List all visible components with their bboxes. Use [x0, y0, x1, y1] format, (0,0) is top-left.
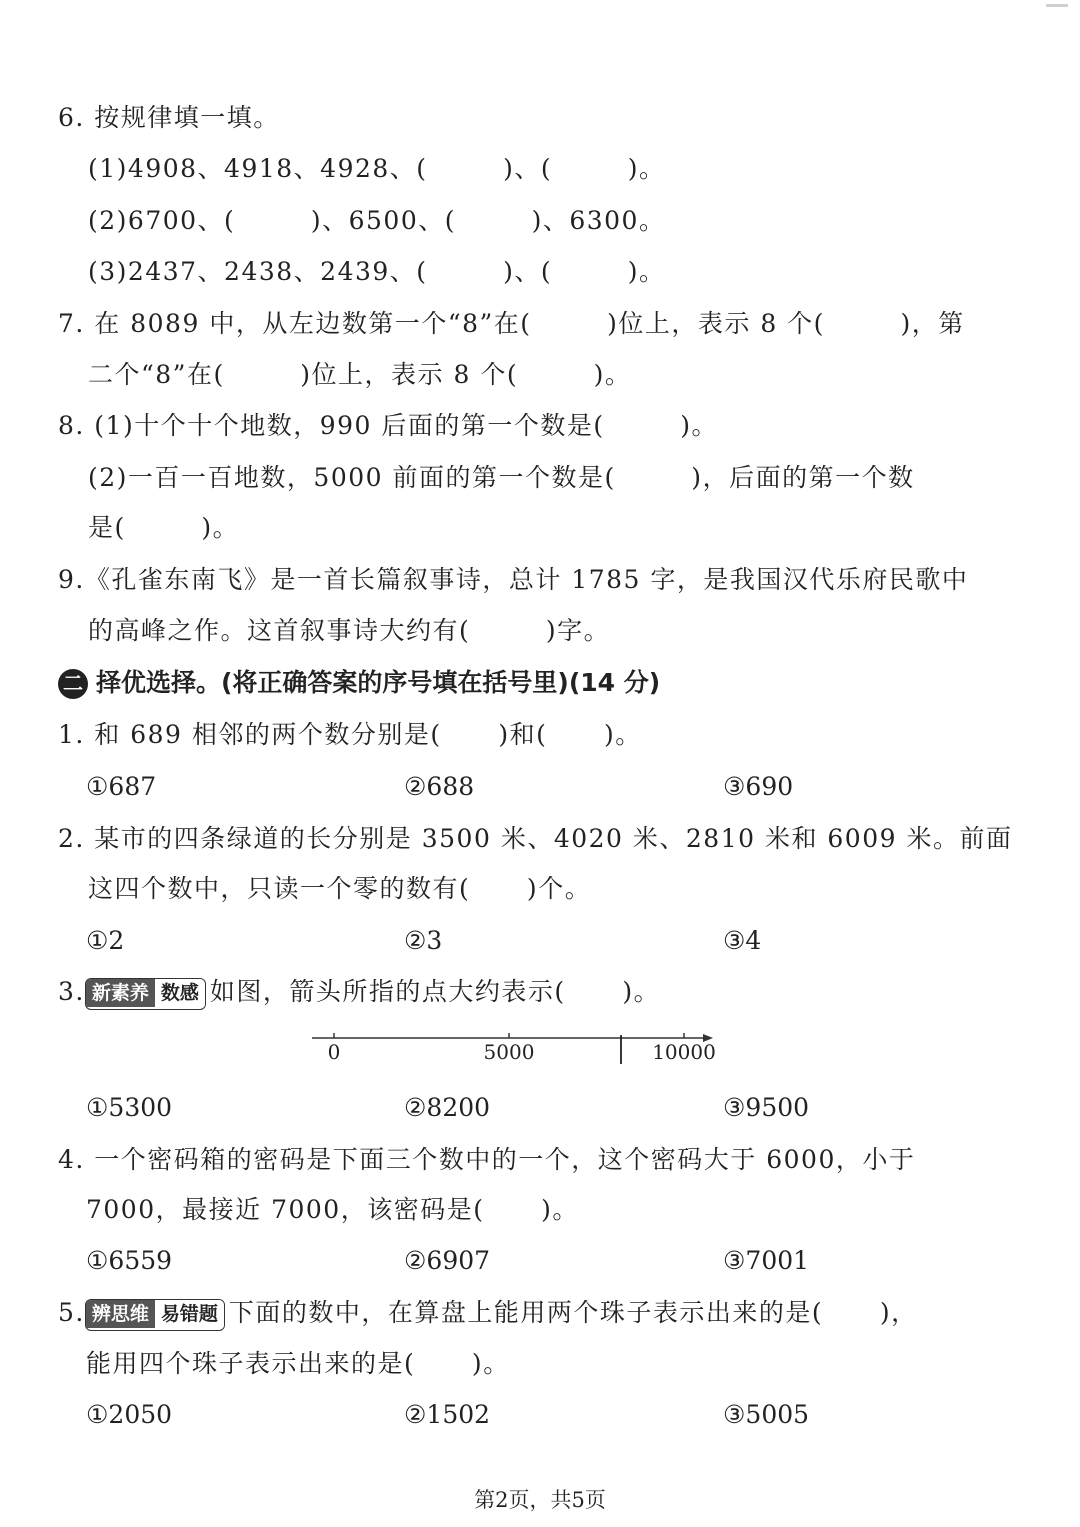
q6-line-3: (3)2437、2438、2439、( )、( )。	[88, 257, 666, 286]
q9-line-2: 的高峰之作。这首叙事诗大约有( )字。	[88, 616, 611, 645]
c4-option-1: ①6559	[86, 1246, 173, 1275]
section-2-heading	[58, 664, 660, 702]
q7-line-2: 二个“8”在( )位上，表示 8 个( )。	[88, 360, 632, 389]
c1-option-2: ②688	[404, 772, 475, 801]
c3-stem-line	[58, 975, 660, 1010]
q8-line-3: 是( )。	[88, 513, 240, 542]
c3-option-3: ③9500	[723, 1093, 810, 1122]
tag-new-literacy-label: 新素养	[86, 979, 155, 1007]
number-line-tick-label: 0	[327, 1040, 341, 1064]
q9-line-1: 9.《孔雀东南飞》是一首长篇叙事诗，总计 1785 字，是我国汉代乐府民歌中	[58, 565, 969, 594]
q8-line-2: (2)一百一百地数，5000 前面的第一个数是( )，后面的第一个数	[88, 463, 915, 492]
section-number-badge: 二	[58, 669, 88, 699]
c2-line-1: 2. 某市的四条绿道的长分别是 3500 米、4020 米、2810 米和 6009 米。前面	[58, 824, 1013, 853]
tag-number-sense-label: 数感	[155, 979, 205, 1007]
c5-option-1: ①2050	[86, 1400, 173, 1429]
c1-stem: 1. 和 689 相邻的两个数分别是( )和( )。	[58, 720, 642, 749]
c3-number: 3.	[58, 977, 85, 1006]
number-line-tick-label: 10000	[652, 1040, 716, 1064]
c5-stem: 下面的数中，在算盘上能用两个珠子表示出来的是( )，	[228, 1298, 918, 1327]
c4-option-3: ③7001	[723, 1246, 810, 1275]
q6-title: 6. 按规律填一填。	[58, 103, 280, 132]
q6-line-1: (1)4908、4918、4928、( )、( )。	[88, 154, 666, 183]
tag-new-literacy	[85, 978, 206, 1010]
number-line-tick-label: 5000	[483, 1040, 535, 1064]
c1-option-1: ①687	[86, 772, 157, 801]
c2-option-3: ③4	[723, 926, 762, 955]
number-line	[300, 1022, 740, 1072]
c3-option-1: ①5300	[86, 1093, 173, 1122]
q8-line-1: 8. (1)十个十个地数，990 后面的第一个数是( )。	[58, 411, 718, 440]
c2-option-2: ②3	[404, 926, 443, 955]
q7-line-1: 7. 在 8089 中，从左边数第一个“8”在( )位上，表示 8 个( )，第	[58, 309, 965, 338]
c5-line-2: 能用四个珠子表示出来的是( )。	[86, 1349, 510, 1378]
c2-line-2: 这四个数中，只读一个零的数有( )个。	[88, 874, 592, 903]
c5-option-3: ③5005	[723, 1400, 810, 1429]
c4-option-2: ②6907	[404, 1246, 491, 1275]
tag-error-prone-label: 易错题	[155, 1300, 224, 1328]
c4-line-2: 7000，最接近 7000，该密码是( )。	[86, 1195, 579, 1224]
c5-number: 5.	[58, 1298, 85, 1327]
scan-edge-mark	[1046, 4, 1068, 7]
tag-thinking-label: 辨思维	[86, 1300, 155, 1328]
c1-option-3: ③690	[723, 772, 794, 801]
c3-option-2: ②8200	[404, 1093, 491, 1122]
tag-thinking	[85, 1299, 225, 1331]
c2-option-1: ①2	[86, 926, 125, 955]
page-footer: 第2页，共5页	[474, 1488, 606, 1512]
q6-line-2: (2)6700、( )、6500、( )、6300。	[88, 206, 666, 235]
c5-stem-line	[58, 1296, 918, 1331]
section-2-title: 择优选择。(将正确答案的序号填在括号里)(14 分)	[96, 668, 661, 697]
c4-line-1: 4. 一个密码箱的密码是下面三个数中的一个，这个密码大于 6000，小于	[58, 1145, 916, 1174]
c3-stem: 如图，箭头所指的点大约表示( )。	[209, 977, 661, 1006]
c5-option-2: ②1502	[404, 1400, 491, 1429]
